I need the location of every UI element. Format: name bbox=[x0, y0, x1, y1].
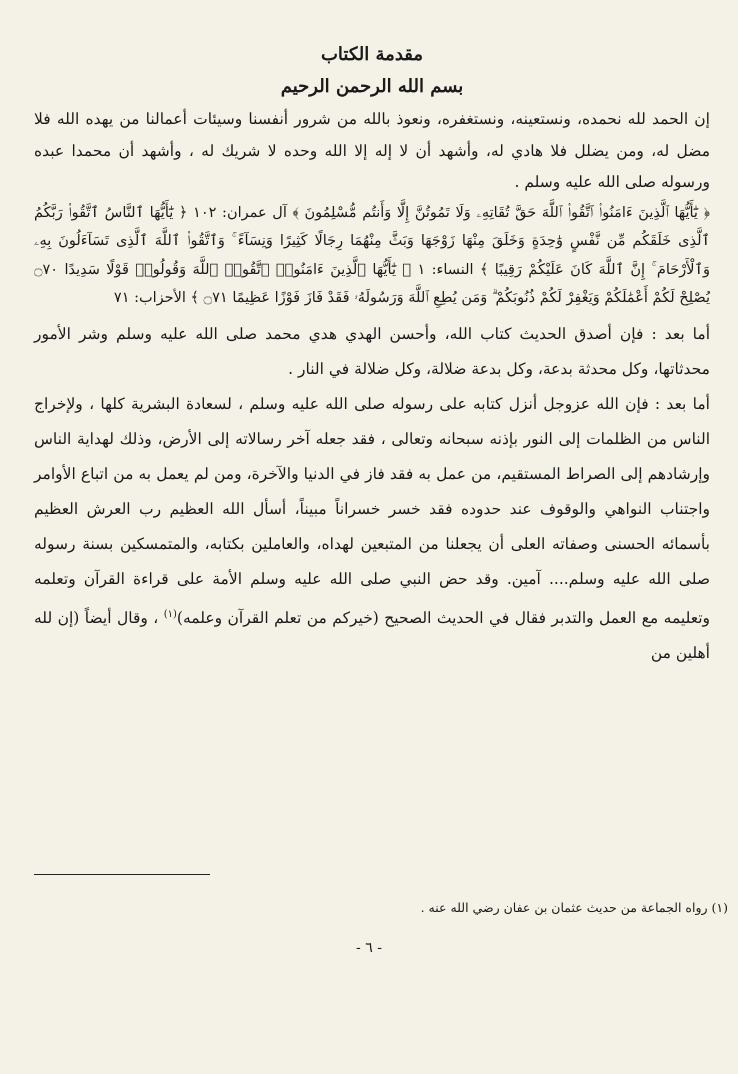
paragraph-2 bbox=[34, 387, 710, 671]
paragraph-2-continuation: ، وقال أيضاً (إن لله أهلين من bbox=[34, 608, 710, 662]
page bbox=[34, 28, 710, 1048]
footnote-divider bbox=[34, 874, 210, 875]
quran-verses bbox=[34, 199, 710, 313]
opening-paragraph: إن الحمد لله نحمده، ونستعينه، ونستغفره، ونعوذ بالله من شرور أنفسنا وسيئات أعمالنا من يهده الله فلا مضل له، ومن يضلل فلا هادي له، وأشهد أن لا إله إلا الله وحده لا شريك له ، وأشهد أن محمدا عبده ورسوله صلى الله عليه وسلم . bbox=[34, 110, 710, 191]
footnote-reference: (١) bbox=[163, 608, 177, 620]
footnote: (١) رواه الجماعة من حديث عثمان بن عفان رضي الله عنه . bbox=[420, 900, 728, 915]
paragraph-1: أما بعد : فإن أصدق الحديث كتاب الله، وأحسن الهدي هدي محمد صلى الله عليه وسلم وشر الأمور محدثاتها، وكل محدثة بدعة، وكل بدعة ضلالة، وكل ضلالة في النار . bbox=[34, 324, 710, 378]
page-number: - ٦ - bbox=[356, 940, 382, 956]
verse-al-imran: ﴿ يَٰٓأَيُّهَا ٱلَّذِينَ ءَامَنُوا۟ ٱتَّقُوا۟ ٱللَّهَ حَقَّ تُقَاتِهِۦ وَلَا تَمُوتُنَّ إِلَّا وَأَنتُم مُّسْلِمُونَ ﴾ آل عمران: ١٠٢ bbox=[193, 204, 711, 221]
verse-an-nisa: ﴿ يَٰٓأَيُّهَا ٱلنَّاسُ ٱتَّقُوا۟ رَبَّكُمُ ٱلَّذِى خَلَقَكُم مِّن نَّفْسٍ وَٰحِدَةٍ وَخَلَقَ مِنْهَا زَوْجَهَا وَبَثَّ مِنْهُمَا رِجَالًا كَثِيرًا وَنِسَآءً ۚ وَٱتَّقُوا۟ ٱللَّهَ ٱلَّذِى تَسَآءَلُونَ بِهِۦ وَٱلْأَرْحَامَ ۚ إِنَّ ٱللَّهَ كَانَ عَلَيْكُمْ رَقِيبًا ﴾ النساء: ١ bbox=[34, 204, 710, 278]
chapter-title: مقدمة الكتاب bbox=[320, 44, 424, 65]
paragraph-2-text: أما بعد : فإن الله عزوجل أنزل كتابه على رسوله صلى الله عليه وسلم ، لسعادة البشرية كلها ، ولإخراج الناس من الظلمات إلى النور بإذنه سبحانه وتعالى ، فقد جعله آخر رسالاته إلى الأرض، وذلك لهداية الناس وإرشادهم إلى الصراط المستقيم، من عمل به فقد فاز في الدنيا والآخرة، ومن لم يعمل به من اتباع الأوامر واجتناب النواهي والوقوف عند حدوده فقد خسر خسراناً مبيناً، أسأل الله العظيم رب العرش العظيم بأسمائه الحسنى وصفاته العلى أن يجعلنا من المتبعين لهداه، والعاملين بكتابه، والمتمسكين بسنة رسوله صلى الله عليه وسلم.... آمين. وقد حض النبي صلى الله عليه وسلم الأمة على قراءة القرآن وتعلمه وتعليمه مع العمل والتدبر فقال في الحديث الصحيح (خيركم من تعلم القرآن وعلمه) bbox=[34, 394, 711, 627]
basmala: بسم الله الرحمن الرحيم bbox=[280, 76, 464, 97]
verse-al-ahzab: ﴿ يَٰٓأَيُّهَا ٱلَّذِينَ ءَامَنُوا۟ ٱتَّقُوا۟ ٱللَّهَ وَقُولُوا۟ قَوْلًا سَدِيدًا ۝٧٠ يُصْلِحْ لَكُمْ أَعْمَٰلَكُمْ وَيَغْفِرْ لَكُمْ ذُنُوبَكُمْ ۗ وَمَن يُطِعِ ٱللَّهَ وَرَسُولَهُۥ فَقَدْ فَازَ فَوْزًا عَظِيمًا ۝٧١ ﴾ الأحزاب: ٧١ bbox=[34, 261, 710, 306]
